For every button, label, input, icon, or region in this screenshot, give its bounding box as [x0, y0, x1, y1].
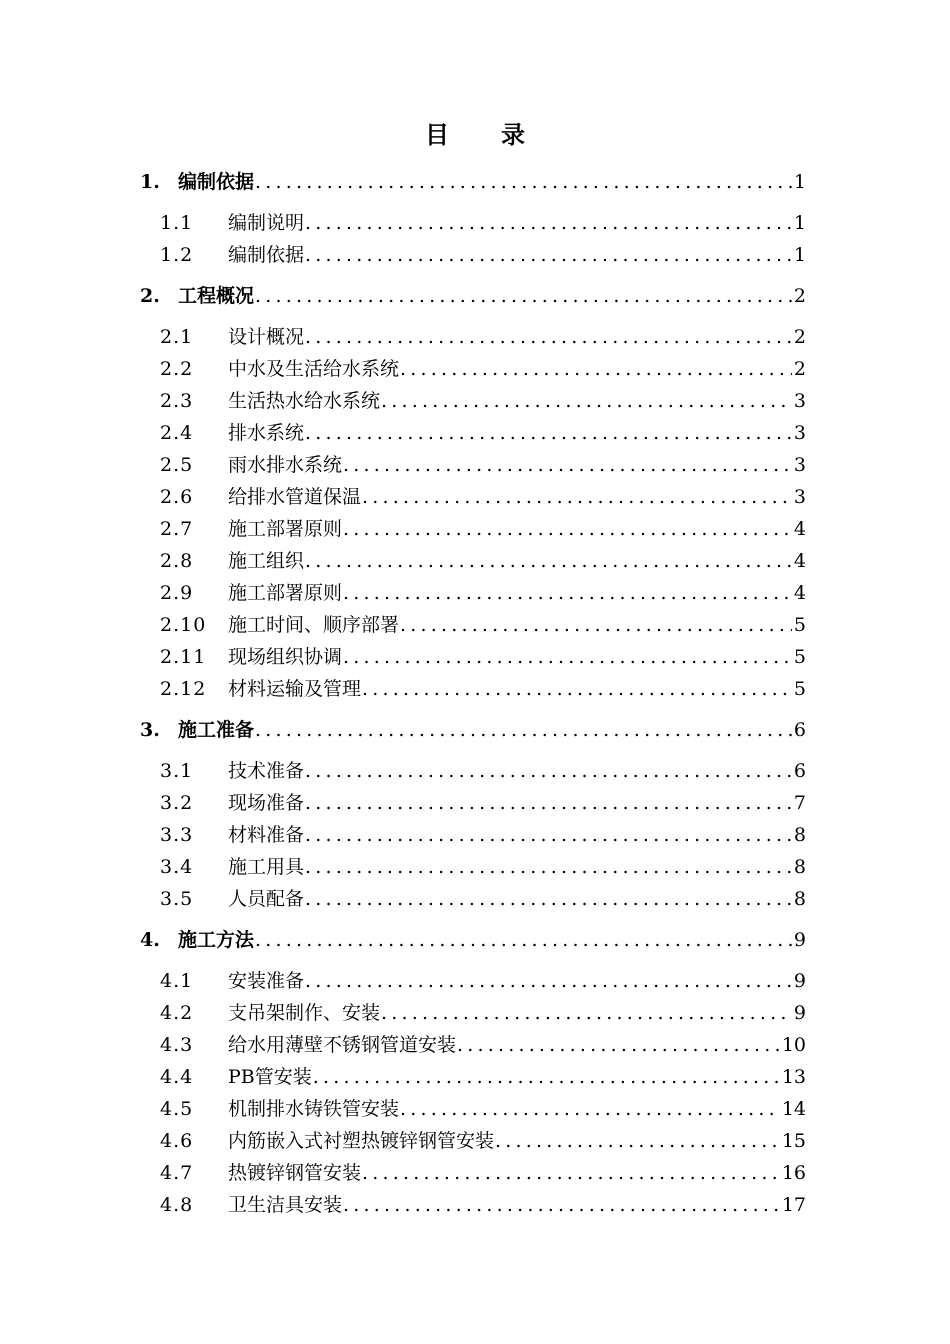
toc-entry-number: 3.4: [160, 856, 194, 878]
toc-section-entry[interactable]: [140, 1093, 806, 1125]
toc-section-entry[interactable]: [140, 207, 806, 239]
toc-dot-leader: [304, 321, 792, 353]
toc-title-part2: 录: [501, 120, 525, 149]
toc-dot-leader: [380, 997, 792, 1029]
toc-section-entry[interactable]: [140, 545, 806, 577]
toc-entry-number: 1.1: [160, 212, 194, 234]
toc-entry-number: 2.4: [160, 422, 194, 444]
toc-entry-title: 支吊架制作、安装: [228, 1002, 381, 1024]
toc-entry-page-number: 4: [793, 518, 806, 540]
toc-entry-number: 3.2: [160, 792, 194, 814]
toc-entry-page-number: 4: [793, 550, 806, 572]
toc-entry-number: 2.5: [160, 454, 194, 476]
toc-entry-title: 内筋嵌入式衬塑热镀锌钢管安装: [228, 1130, 495, 1152]
toc-entry-number: 2.8: [160, 550, 194, 572]
toc-entry-title: 编制依据: [178, 171, 255, 193]
toc-dot-leader: [304, 545, 792, 577]
toc-chapter-entry[interactable]: [140, 714, 806, 746]
toc-entry-page-number: 2: [793, 326, 806, 348]
toc-entry-title: 施工组织: [228, 550, 305, 572]
toc-entry-page-number: 2: [793, 285, 806, 307]
toc-entry-title: 材料准备: [228, 824, 305, 846]
toc-dot-leader: [361, 481, 792, 513]
toc-dot-leader: [342, 641, 792, 673]
toc-entry-page-number: 13: [781, 1066, 806, 1088]
toc-title-part1: 目: [425, 120, 449, 149]
toc-dot-leader: [399, 353, 792, 385]
toc-entry-page-number: 14: [781, 1098, 806, 1120]
toc-section-entry[interactable]: [140, 673, 806, 705]
toc-entry-page-number: 2: [793, 358, 806, 380]
toc-entry-page-number: 8: [793, 824, 806, 846]
toc-entry-title: 编制依据: [228, 244, 305, 266]
toc-entry-number: 3.5: [160, 888, 194, 910]
toc-entry-number: 2.7: [160, 518, 194, 540]
toc-entry-title: 施工方法: [178, 929, 255, 951]
toc-dot-leader: [342, 577, 792, 609]
toc-dot-leader: [342, 449, 792, 481]
toc-entry-title: 排水系统: [228, 422, 305, 444]
toc-entry-title: 施工部署原则: [228, 518, 343, 540]
toc-entry-page-number: 8: [793, 856, 806, 878]
toc-entry-number: 2.: [140, 285, 160, 307]
toc-entry-number: 4.5: [160, 1098, 194, 1120]
toc-section-entry[interactable]: [140, 417, 806, 449]
toc-entry-number: 4.4: [160, 1066, 194, 1088]
toc-section-entry[interactable]: [140, 449, 806, 481]
toc-entry-number: 2.3: [160, 390, 194, 412]
toc-dot-leader: [342, 513, 792, 545]
toc-dot-leader: [361, 673, 792, 705]
toc-entry-title: 工程概况: [178, 285, 255, 307]
toc-entry-title: 现场准备: [228, 792, 305, 814]
toc-section-entry[interactable]: [140, 481, 806, 513]
toc-entry-page-number: 3: [793, 422, 806, 444]
toc-entry-number: 4.3: [160, 1034, 194, 1056]
toc-chapter-entry[interactable]: [140, 166, 806, 198]
toc-section-entry[interactable]: [140, 609, 806, 641]
toc-dot-leader: [304, 417, 792, 449]
toc-entry-title: 人员配备: [228, 888, 305, 910]
toc-section-entry[interactable]: [140, 321, 806, 353]
toc-section-entry[interactable]: [140, 1125, 806, 1157]
toc-dot-leader: [304, 851, 792, 883]
toc-entry-title: 施工部署原则: [228, 582, 343, 604]
toc-dot-leader: [304, 787, 792, 819]
toc-section-entry[interactable]: [140, 1189, 806, 1221]
toc-entry-number: 4.: [140, 929, 160, 951]
toc-dot-leader: [304, 755, 792, 787]
toc-entry-title: 雨水排水系统: [228, 454, 343, 476]
toc-dot-leader: [254, 166, 792, 198]
toc-entry-number: 4.1: [160, 970, 194, 992]
toc-dot-leader: [399, 609, 792, 641]
toc-entry-page-number: 6: [793, 719, 806, 741]
toc-entry-page-number: 6: [793, 760, 806, 782]
toc-entry-title: 卫生洁具安装: [228, 1194, 343, 1216]
toc-entry-title: 施工准备: [178, 719, 255, 741]
toc-entry-page-number: 9: [793, 1002, 806, 1024]
toc-entry-page-number: 3: [793, 454, 806, 476]
toc-entry-page-number: 1: [793, 171, 806, 193]
toc-section-entry[interactable]: [140, 883, 806, 915]
toc-entry-number: 1.: [140, 171, 160, 193]
table-of-contents: [140, 166, 806, 1221]
toc-entry-page-number: 5: [793, 646, 806, 668]
toc-dot-leader: [494, 1125, 780, 1157]
toc-entry-number: 4.7: [160, 1162, 194, 1184]
toc-entry-number: 2.6: [160, 486, 194, 508]
toc-entry-number: 1.2: [160, 244, 194, 266]
toc-entry-number: 3.: [140, 719, 160, 741]
toc-section-entry[interactable]: [140, 513, 806, 545]
toc-entry-number: 2.12: [160, 678, 207, 700]
toc-entry-page-number: 9: [793, 970, 806, 992]
toc-entry-page-number: 4: [793, 582, 806, 604]
toc-entry-page-number: 8: [793, 888, 806, 910]
toc-entry-title: 设计概况: [228, 326, 305, 348]
toc-entry-page-number: 1: [793, 212, 806, 234]
toc-entry-page-number: 5: [793, 614, 806, 636]
toc-section-entry[interactable]: [140, 965, 806, 997]
toc-section-entry[interactable]: [140, 755, 806, 787]
toc-section-entry[interactable]: [140, 1061, 806, 1093]
toc-entry-number: 4.8: [160, 1194, 194, 1216]
toc-dot-leader: [361, 1157, 780, 1189]
toc-entry-title: 热镀锌钢管安装: [228, 1162, 362, 1184]
toc-entry-title: 施工时间、顺序部署: [228, 614, 400, 636]
toc-entry-title: 施工用具: [228, 856, 305, 878]
toc-entry-page-number: 10: [781, 1034, 806, 1056]
toc-dot-leader: [304, 819, 792, 851]
toc-entry-page-number: 7: [793, 792, 806, 814]
toc-entry-number: 2.1: [160, 326, 194, 348]
toc-entry-page-number: 5: [793, 678, 806, 700]
toc-chapter-entry[interactable]: [140, 280, 806, 312]
toc-dot-leader: [399, 1093, 780, 1125]
toc-entry-number: 4.2: [160, 1002, 194, 1024]
toc-entry-title: PB管安装: [228, 1066, 312, 1088]
toc-section-entry[interactable]: [140, 353, 806, 385]
toc-section-entry[interactable]: [140, 385, 806, 417]
toc-entry-number: 4.6: [160, 1130, 194, 1152]
toc-dot-leader: [456, 1029, 780, 1061]
toc-entry-title: 生活热水给水系统: [228, 390, 381, 412]
toc-section-entry[interactable]: [140, 239, 806, 271]
toc-entry-title: 安装准备: [228, 970, 305, 992]
toc-entry-number: 3.3: [160, 824, 194, 846]
toc-entry-number: 2.10: [160, 614, 207, 636]
toc-entry-title: 技术准备: [228, 760, 305, 782]
toc-section-entry[interactable]: [140, 1029, 806, 1061]
toc-entry-page-number: 3: [793, 486, 806, 508]
toc-entry-page-number: 3: [793, 390, 806, 412]
toc-dot-leader: [254, 924, 792, 956]
toc-dot-leader: [312, 1061, 780, 1093]
toc-entry-number: 2.11: [160, 646, 207, 668]
toc-section-entry[interactable]: [140, 787, 806, 819]
toc-entry-page-number: 17: [781, 1194, 806, 1216]
toc-dot-leader: [342, 1189, 780, 1221]
toc-entry-number: 2.9: [160, 582, 194, 604]
toc-entry-title: 给排水管道保温: [228, 486, 362, 508]
toc-entry-page-number: 9: [793, 929, 806, 951]
toc-section-entry[interactable]: [140, 1157, 806, 1189]
toc-entry-page-number: 1: [793, 244, 806, 266]
toc-entry-number: 2.2: [160, 358, 194, 380]
toc-dot-leader: [380, 385, 792, 417]
toc-section-entry[interactable]: [140, 577, 806, 609]
toc-entry-number: 3.1: [160, 760, 194, 782]
toc-entry-title: 材料运输及管理: [228, 678, 362, 700]
toc-chapter-entry[interactable]: [140, 924, 806, 956]
toc-section-entry[interactable]: [140, 997, 806, 1029]
toc-entry-title: 编制说明: [228, 212, 305, 234]
toc-section-entry[interactable]: [140, 851, 806, 883]
toc-title: [0, 118, 950, 152]
toc-section-entry[interactable]: [140, 819, 806, 851]
toc-dot-leader: [254, 714, 792, 746]
toc-dot-leader: [304, 883, 792, 915]
toc-dot-leader: [254, 280, 792, 312]
toc-dot-leader: [304, 239, 792, 271]
toc-entry-page-number: 16: [781, 1162, 806, 1184]
toc-section-entry[interactable]: [140, 641, 806, 673]
toc-dot-leader: [304, 965, 792, 997]
toc-entry-page-number: 15: [781, 1130, 806, 1152]
toc-entry-title: 现场组织协调: [228, 646, 343, 668]
toc-entry-title: 给水用薄壁不锈钢管道安装: [228, 1034, 457, 1056]
toc-dot-leader: [304, 207, 792, 239]
toc-entry-title: 中水及生活给水系统: [228, 358, 400, 380]
toc-entry-title: 机制排水铸铁管安装: [228, 1098, 400, 1120]
